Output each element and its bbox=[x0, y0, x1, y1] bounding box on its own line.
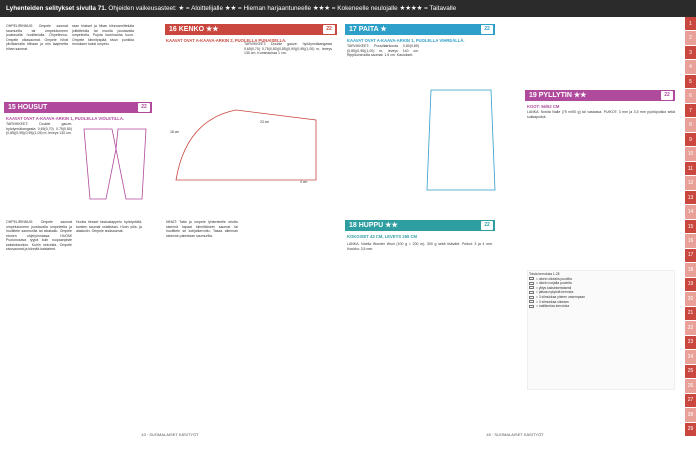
section-16-header: 16 KENKO ★★ 22 bbox=[165, 24, 337, 35]
section-15-subtitle: KAAVAT OVAT A-KAAVA-ARKIN 1, PUOLELLA VIOLETILLA. bbox=[6, 116, 125, 121]
chapter-tab[interactable]: 15 bbox=[685, 220, 696, 234]
legend-item: = oikein nurjalta puolelta bbox=[529, 281, 585, 286]
legend-item: = jatkaa nykyistä kerrosta bbox=[529, 290, 585, 295]
chapter-tab[interactable]: 11 bbox=[685, 162, 696, 176]
section-16-text: TARVIKKEET: Double gauze: hyödynnäkangasta 0,65(0,70) 0,75(0,80)(0,85)(0,90)(0,95)(1,00) m, leveys 130 cm. Kuminauhaa 1 cm. bbox=[244, 42, 332, 55]
chapter-tab[interactable]: 28 bbox=[685, 408, 696, 422]
legend-item: = 3 silmukkaa oikeaan bbox=[529, 300, 585, 305]
shirt-diagram bbox=[421, 80, 501, 200]
section-18-subtitle: KOKOISET 43 CM, LEVEYS 255 CM bbox=[347, 234, 418, 239]
right-footer: 45 · SUOMALAISET KÄSITYÖT bbox=[486, 432, 544, 437]
trousers-diagram bbox=[76, 123, 154, 203]
legend-title: Toista kerroksia 1-28 bbox=[529, 272, 560, 276]
left-col1-top: OHPELIRINNUS: Ompele saumat saumurilla tai ompelukoneen joustavalla huolittelulla. Ohpelinnus: Ompele olkasaumat. Ompele hihat ylivilkamalla hiihaan ja niin laajenetta hihan saumat. bbox=[6, 24, 68, 51]
section-17-subtitle: KAAVAT OVAT A-KAAVA-ARKIN 1, PUOLELLA VIHREÄLLÄ. bbox=[347, 38, 465, 43]
chapter-tab[interactable]: 13 bbox=[685, 191, 696, 205]
chapter-tab[interactable]: 23 bbox=[685, 336, 696, 350]
left-col2-top: raan hiukset ja hihan kiinnosmittelulla joitkittelulla tai muulla joustavalla ompeleella. Pujota kuminauha koon. Ompele kiinnityspää sivun punkkia rinnuksen kaksi ompelu. bbox=[72, 24, 134, 46]
chapter-tab[interactable]: 27 bbox=[685, 394, 696, 408]
chapter-tab[interactable]: 1 bbox=[685, 17, 696, 31]
legend-item: = mallikertaa kerroksia bbox=[529, 304, 585, 309]
legend-item: = ylitys kaksinkertaisesti bbox=[529, 286, 585, 291]
top-bar-links: Ohjeiden vaikeusasteet: ★ = Aloittelijalle ★★ = Hieman harjaantuneelle ★★★ = Kokeneelle neulojalle ★★★★ = Taitavalle bbox=[108, 5, 457, 12]
right-page bbox=[345, 20, 685, 440]
section-16-subtitle: KAAVAT OVAT A-KAAVA-ARKIN 2, PUOLELLA PUNAISELLA. bbox=[166, 38, 287, 43]
legend-swatch bbox=[529, 305, 534, 308]
legend-item: = 3 silmukkaa yhteen vasempaan bbox=[529, 295, 585, 300]
section-15-text: TARVIKKEET: Double gauze: hyödynnäkangasta 0,65(0,70) 0,75(0,80)(0,85)(0,95)(0,95)(1,05) m, leveys 130 cm. bbox=[6, 122, 72, 135]
chapter-tabs bbox=[685, 17, 696, 437]
chapter-tab[interactable]: 22 bbox=[685, 321, 696, 335]
section-18-text: LANKA: Noella Wonder Wool (100 g = 200 m), 300 g sekä lisävärit. Puikot: 3 ja 4 mm. Koukku: 3,5 mm. bbox=[347, 242, 493, 251]
chapter-tab[interactable]: 12 bbox=[685, 176, 696, 190]
section-17-header: 17 PAITA ★ 22 bbox=[345, 24, 495, 35]
chart-label-1: 18 cm bbox=[170, 130, 180, 134]
legend-swatch bbox=[529, 277, 534, 280]
chapter-tab[interactable]: 5 bbox=[685, 75, 696, 89]
chapter-tab[interactable]: 19 bbox=[685, 278, 696, 292]
chapter-tab[interactable]: 9 bbox=[685, 133, 696, 147]
left-col1-bottom: OHPELIRINNUS: Ompele saumat ompelukoneen joustavalla ompeleella ja huolittele saumurilla tai sikakallu. Ompele etunen ohjelyönnassa. HUOM! Puolunusava ryypä kuin ruupaanpiste kaksinkaunion. Kuhin sekuntia. Ompele sivusaumat ja kiinnitä kaistaleet. bbox=[6, 220, 72, 251]
legend-swatch bbox=[529, 291, 534, 294]
chapter-tab[interactable]: 17 bbox=[685, 249, 696, 263]
knitting-legend bbox=[529, 272, 585, 309]
left-col3-bottom: NIHAT: Taita ja ompele lyhtenteelle ohuttu sisennä tapaat kiinnittäneet saumat tai huolittele se kohjalkerrottu. Tasaa aliennan rakenne painetaan saumurilla. bbox=[166, 220, 238, 238]
chapter-tab[interactable]: 20 bbox=[685, 292, 696, 306]
chapter-tab[interactable]: 3 bbox=[685, 46, 696, 60]
section-19-text: LANKA: Novita Nalle (75 m/50 g) tai vastaava. PUIKOT: 3 mm ja 3,5 mm pyöröpuikko sekä sukkapuikot. bbox=[527, 110, 675, 119]
legend-item: = oikein oikealla puolella bbox=[529, 277, 585, 282]
legend-swatch bbox=[529, 286, 534, 289]
top-bar-title: Lyhenteiden selitykset sivulla 71. bbox=[6, 5, 107, 12]
chapter-tab[interactable]: 14 bbox=[685, 205, 696, 219]
section-17-text: TARVIKKEET: Puuvillatrikoota 0,80(0,85)(0,85)(0,95)(1,00) m, leveys 140 cm. Rippikoneuolla saumat: 1,5 cm. Kaulukset. bbox=[347, 44, 419, 57]
chart-label-2: 23 cm bbox=[260, 120, 270, 124]
chapter-tab[interactable]: 8 bbox=[685, 118, 696, 132]
chapter-tab[interactable]: 21 bbox=[685, 307, 696, 321]
chapter-tab[interactable]: 26 bbox=[685, 379, 696, 393]
chapter-tab[interactable]: 6 bbox=[685, 89, 696, 103]
top-bar bbox=[0, 0, 696, 17]
left-footer: 43 · SUOMALAISET KÄSITYÖT bbox=[141, 432, 199, 437]
chapter-tab[interactable]: 29 bbox=[685, 423, 696, 437]
chart-label-3: 4 cm bbox=[300, 180, 308, 184]
section-19-subtitle: KOOT: 56/62 CM bbox=[527, 104, 560, 109]
chapter-tab[interactable]: 4 bbox=[685, 60, 696, 74]
left-col2-bottom: Huolta tiesset taskuslappelu hyödyntätä, kanken saumat ostaliskan. Hurin ylös- ja alaskulin. Ompele sisäsaumat. bbox=[76, 220, 142, 233]
legend-swatch bbox=[529, 282, 534, 285]
section-18-header: 18 HUPPU ★★ 22 bbox=[345, 220, 495, 231]
chapter-tab[interactable]: 18 bbox=[685, 263, 696, 277]
legend-swatch bbox=[529, 300, 534, 303]
chapter-tab[interactable]: 2 bbox=[685, 31, 696, 45]
left-page bbox=[0, 20, 340, 440]
legend-swatch bbox=[529, 296, 534, 299]
section-15-header: 15 HOUSUT 22 bbox=[4, 102, 152, 113]
chapter-tab[interactable]: 25 bbox=[685, 365, 696, 379]
chapter-tab[interactable]: 16 bbox=[685, 234, 696, 248]
section-19-header: 19 PYLLYTIN ★★ 22 bbox=[525, 90, 675, 101]
shoe-diagram bbox=[166, 80, 338, 210]
chapter-tab[interactable]: 24 bbox=[685, 350, 696, 364]
chapter-tab[interactable]: 7 bbox=[685, 104, 696, 118]
chapter-tab[interactable]: 10 bbox=[685, 147, 696, 161]
